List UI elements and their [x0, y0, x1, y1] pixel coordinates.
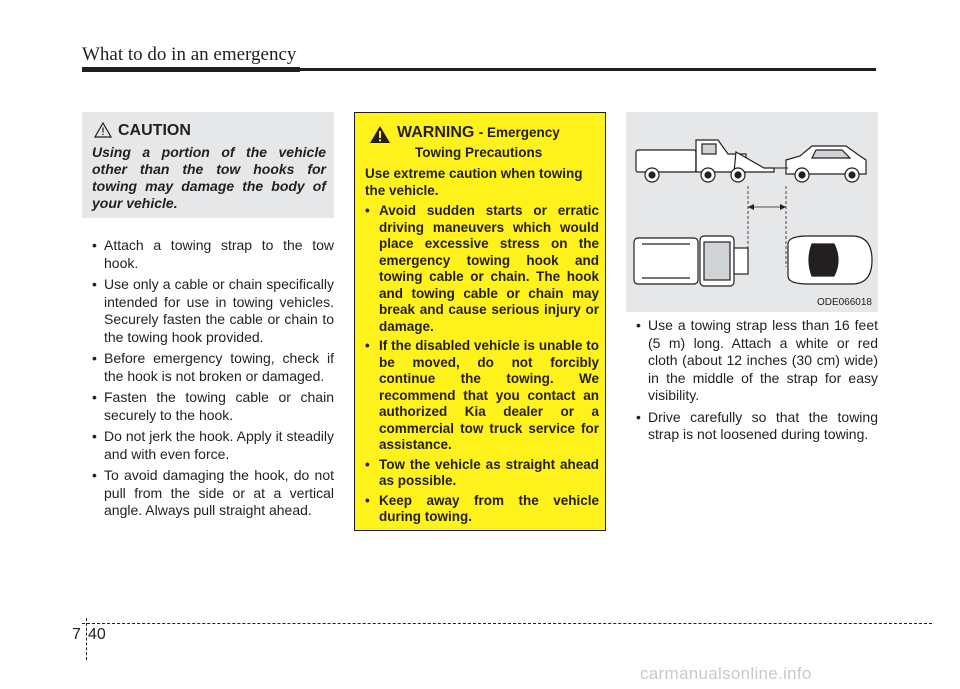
figure-code: ODE066018: [816, 297, 872, 308]
caution-box: [82, 112, 334, 218]
page-header-title: What to do in an emergency: [82, 44, 297, 65]
list-item: • If the disabled vehicle is unable to be moved, do not forcibly continue the towing. We recommend that you contact an authorized Kia dealer or a commercial tow truck service for assistance.: [365, 338, 599, 452]
caution-title: CAUTION: [118, 122, 191, 139]
towed-car-side: [786, 146, 866, 182]
towing-strap-list: [630, 317, 878, 448]
list-item: • Before emergency towing, check if the hook is not broken or damaged.: [92, 350, 334, 384]
caution-body: Using a portion of the vehicle other than the tow hooks for towing may damage the body of your vehicle.: [92, 144, 326, 211]
list-item: • Use only a cable or chain specifically intended for use in towing vehicles. Securely fasten the cable or chain to the towing hook provided.: [92, 276, 334, 345]
towed-car-top: [788, 236, 872, 284]
warning-box: [354, 112, 606, 531]
page-number: 40: [88, 626, 106, 643]
list-item: • To avoid damaging the hook, do not pull from the side or at a vertical angle. Always pull straight ahead.: [92, 467, 334, 518]
list-item: • Fasten the towing cable or chain securely to the hook.: [92, 389, 334, 423]
tow-truck-illustration: [626, 112, 878, 302]
tow-truck-side: [636, 140, 774, 182]
warning-title: WARNING - Emergency: [397, 124, 560, 141]
list-item: • Tow the vehicle as straight ahead as possible.: [365, 456, 599, 488]
list-item: • Do not jerk the hook. Apply it steadily and with even force.: [92, 428, 334, 462]
list-item: • Keep away from the vehicle during towing.: [365, 492, 599, 524]
list-item: • Use a towing strap less than 16 feet (5 m) long. Attach a white or red cloth (about 12 inches (30 cm) wide) in the middle of the strap for easy visibility.: [636, 317, 878, 403]
list-item: • Drive carefully so that the towing strap is not loosened during towing.: [636, 408, 878, 442]
watermark: carmanualsonline.info: [640, 664, 812, 683]
header-rule: [82, 68, 876, 71]
warning-triangle-icon: [369, 125, 391, 144]
footer-divider: [86, 618, 87, 660]
list-item: • Avoid sudden starts or erratic driving maneuvers which would place excessive stress on the emergency towing hook and towing cable or chain. The hook and towing cable or chain may break and cause serious injury or damage.: [365, 203, 599, 334]
tow-truck-top: [634, 236, 748, 286]
towing-illustration: [626, 112, 878, 312]
chapter-number: 7: [72, 626, 81, 643]
footer-rule: [82, 623, 932, 624]
warning-intro: Use extreme caution when towing the vehicle.: [365, 166, 583, 198]
caution-triangle-icon: [94, 122, 112, 138]
list-item: • Attach a towing strap to the tow hook.: [92, 237, 334, 271]
towing-instructions-list: [86, 237, 334, 524]
warning-subtitle: Towing Precautions: [415, 145, 543, 160]
warning-list: [363, 203, 599, 529]
